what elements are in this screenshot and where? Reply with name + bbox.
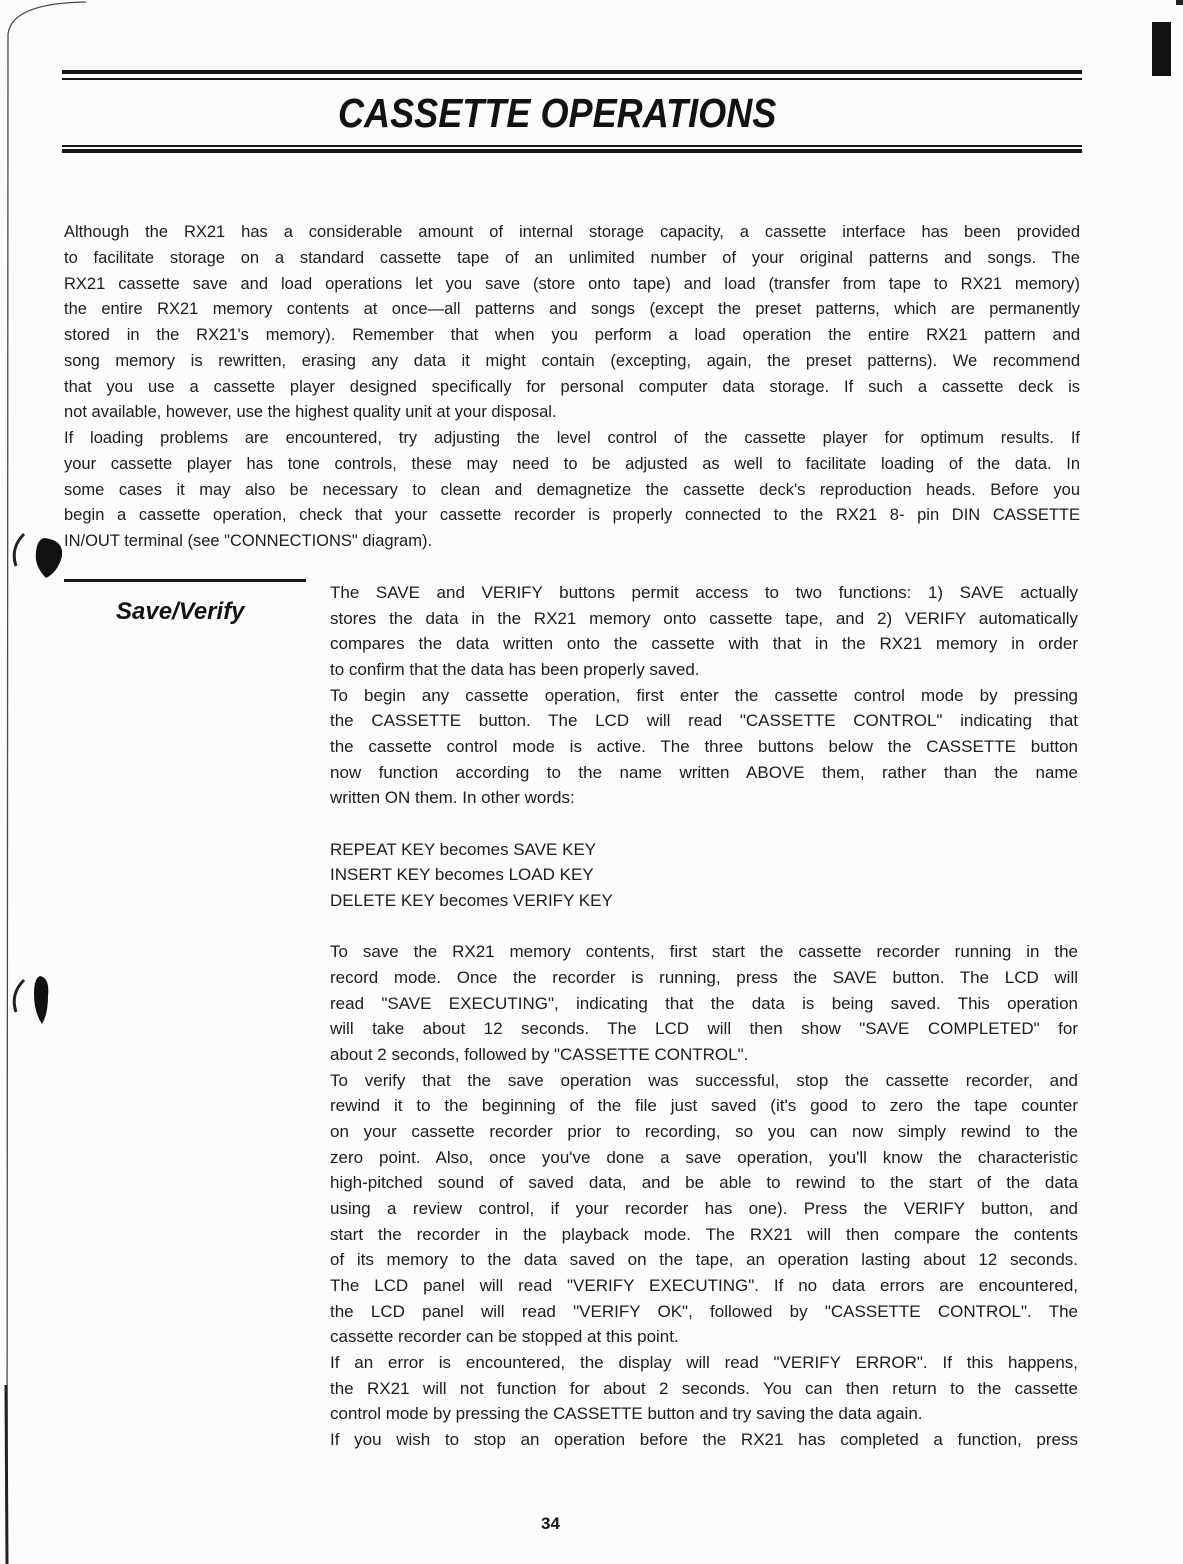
section-body (330, 580, 1078, 1453)
title-rule-bottom-thin (62, 145, 1082, 147)
text-line: If you wish to stop an operation before the RX21 has completed a function, press (330, 1430, 1078, 1450)
paragraph-gap (330, 914, 1078, 940)
text-line: To save the RX21 memory contents, first start the cassette recorder running in the (330, 942, 1078, 962)
text-line: stores the data in the RX21 memory onto cassette tape, and 2) VERIFY automatically (330, 608, 1078, 628)
text-line: control mode by pressing the CASSETTE button and try saving the data again. (330, 1404, 923, 1424)
text-line: begin a cassette operation, check that your cassette recorder is properly connected to the RX21 8- pin DIN CASSETTE (64, 506, 1080, 525)
text-line: that you use a cassette player designed specifically for personal computer data storage. If such a cassette deck is (64, 377, 1080, 396)
paragraph-gap (330, 811, 1078, 837)
title-rule-bottom-thick (62, 149, 1082, 153)
text-line: the RX21 will not function for about 2 seconds. You can then return to the cassette (330, 1378, 1078, 1398)
text-line: some cases it may also be necessary to clean and demagnetize the cassette deck's reproduction heads. Before you (64, 480, 1080, 499)
text-line: start the recorder in the playback mode. The RX21 will then compare the contents (330, 1224, 1078, 1244)
text-line: now function according to the name written ABOVE them, rather than the name (330, 762, 1078, 782)
section-paragraph-4 (330, 1068, 1078, 1350)
section-paragraph-5 (330, 1350, 1078, 1427)
text-line: to confirm that the data has been properly saved. (330, 660, 700, 680)
key-mapping-list (330, 837, 1078, 914)
text-line: cassette recorder can be stopped at this point. (330, 1327, 679, 1347)
section-rule (64, 579, 306, 582)
text-line: The LCD panel will read "VERIFY EXECUTING". If no data errors are encountered, (330, 1276, 1078, 1296)
text-line: about 2 seconds, followed by "CASSETTE CONTROL". (330, 1045, 749, 1065)
text-line: compares the data written onto the cassette with that in the RX21 memory in order (330, 634, 1078, 654)
text-line: will take about 12 seconds. The LCD will then show "SAVE COMPLETED" for (330, 1019, 1078, 1039)
section-paragraph-3 (330, 939, 1078, 1067)
section-paragraph-6 (330, 1427, 1078, 1453)
text-line: stored in the RX21's memory). Remember that when you perform a load operation the entire RX21 pattern and (64, 326, 1080, 344)
text-line: written ON them. In other words: (330, 788, 575, 808)
key-mapping-item: DELETE KEY becomes VERIFY KEY (330, 891, 613, 911)
text-line: the CASSETTE button. The LCD will read "CASSETTE CONTROL" indicating that (330, 711, 1078, 731)
text-line: The SAVE and VERIFY buttons permit access to two functions: 1) SAVE actually (330, 583, 1078, 602)
title-rule-top-thin (62, 78, 1082, 80)
text-line: If loading problems are encountered, try adjusting the level control of the cassette player for optimum results. If (64, 429, 1080, 447)
text-line: on your cassette recorder prior to recording, so you can now simply rewind to the (330, 1122, 1078, 1142)
text-line: the LCD panel will read "VERIFY OK", followed by "CASSETTE CONTROL". The (330, 1301, 1078, 1321)
text-line: your cassette player has tone controls, these may need to be adjusted as well to facilitate loading of the data. In (64, 454, 1080, 473)
text-line: zero point. Also, once you've done a save operation, you'll know the characteristic (330, 1147, 1078, 1167)
text-line: the cassette control mode is active. The three buttons below the CASSETTE button (330, 737, 1078, 757)
title-rule-top-thick (62, 70, 1082, 74)
text-line: To verify that the save operation was successful, stop the cassette recorder, and (330, 1070, 1078, 1090)
section-heading: Save/Verify (116, 598, 245, 625)
intro-paragraph-1 (64, 220, 1080, 426)
intro-text (64, 220, 1080, 555)
page-title: CASSETTE OPERATIONS (338, 90, 777, 136)
text-line: of its memory to the data saved on the tape, an operation lasting about 12 seconds. (330, 1250, 1078, 1270)
text-line: read "SAVE EXECUTING", indicating that the data is being saved. This operation (330, 993, 1078, 1013)
hole-punch-arc-bottom (14, 980, 24, 1012)
text-line: rewind it to the beginning of the file just saved (it's good to zero the tape counter (330, 1096, 1078, 1116)
index-tab-mark (1152, 22, 1171, 76)
text-line: RX21 cassette save and load operations let you save (store onto tape) and load (transfer from tape to RX21 memory) (64, 274, 1080, 293)
corner-mark (1176, 0, 1183, 5)
text-line: Although the RX21 has a considerable amount of internal storage capacity, a cassette interface has been provided (64, 223, 1080, 241)
text-line: to facilitate storage on a standard cassette tape of an unlimited number of your original patterns and songs. The (64, 248, 1080, 267)
intro-paragraph-2 (64, 426, 1080, 555)
section-paragraph-2 (330, 683, 1078, 811)
hole-punch-arc-top (14, 534, 24, 566)
text-line: record mode. Once the recorder is running, press the SAVE button. The LCD will (330, 968, 1078, 988)
text-line: IN/OUT terminal (see "CONNECTIONS" diagram). (64, 532, 433, 550)
scan-edge-shadow (6, 1385, 7, 1564)
key-mapping-item: REPEAT KEY becomes SAVE KEY (330, 839, 597, 859)
text-line: high-pitched sound of saved data, and be able to rewind to the start of the data (330, 1173, 1078, 1193)
hole-punch-mark-top (36, 538, 62, 578)
text-line: If an error is encountered, the display will read "VERIFY ERROR". If this happens, (330, 1353, 1078, 1373)
text-line: To begin any cassette operation, first enter the cassette control mode by pressing (330, 685, 1078, 705)
text-line: song memory is rewritten, erasing any data it might contain (excepting, again, the preset patterns). We recommend (64, 351, 1080, 370)
text-line: not available, however, use the highest quality unit at your disposal. (64, 403, 557, 422)
key-mapping-item: INSERT KEY becomes LOAD KEY (330, 865, 594, 885)
text-line: using a review control, if your recorder has one). Press the VERIFY button, and (330, 1199, 1078, 1219)
page-number: 34 (541, 1514, 560, 1533)
section-paragraph-1 (330, 580, 1078, 683)
text-line: the entire RX21 memory contents at once—all patterns and songs (except the preset patterns, which are permanently (64, 300, 1080, 319)
hole-punch-mark-bottom (34, 976, 48, 1024)
